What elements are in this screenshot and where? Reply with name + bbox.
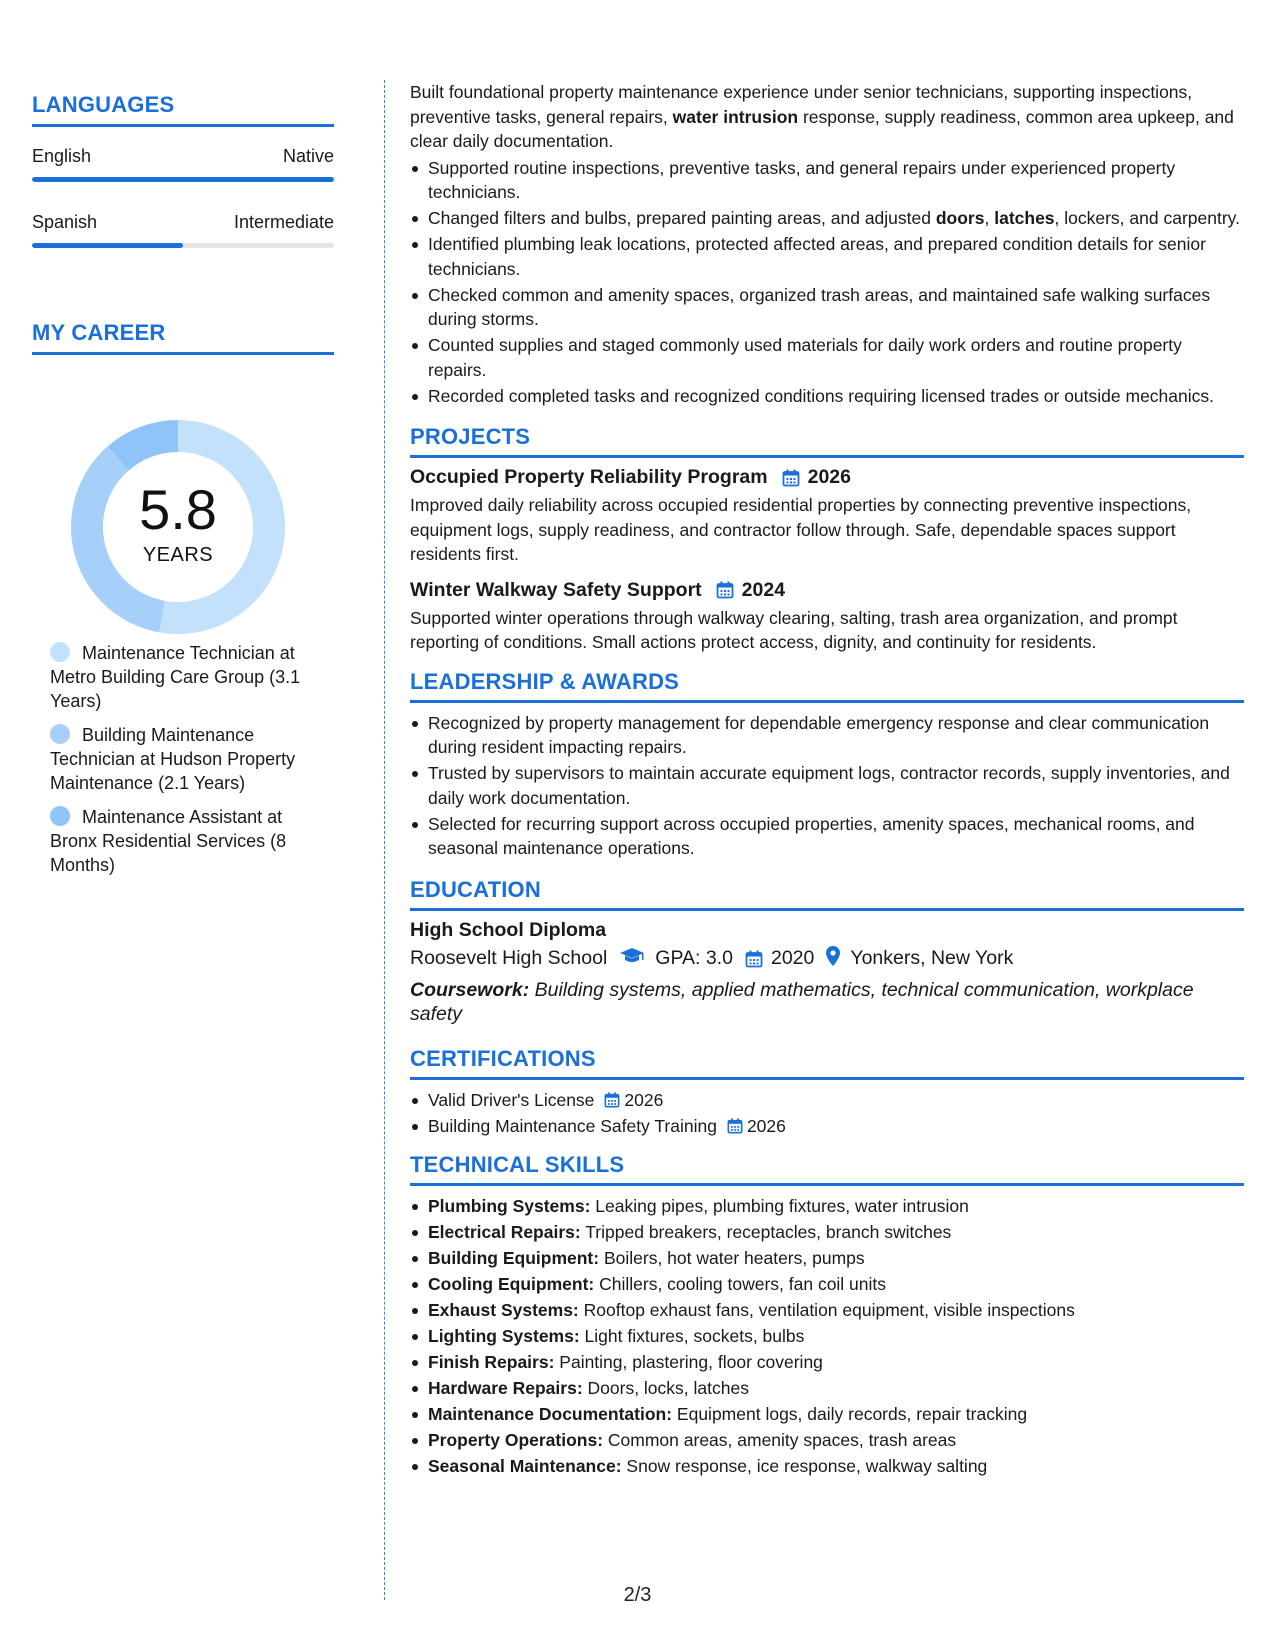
certifications-section xyxy=(410,1046,1244,1139)
career-rule xyxy=(32,352,334,355)
page-number: 2/3 xyxy=(623,1584,652,1606)
project-item xyxy=(410,579,1244,655)
skill-label: Building Equipment: xyxy=(428,1248,600,1268)
bullet-bold: latches xyxy=(994,208,1055,228)
skill-item xyxy=(410,1246,1244,1271)
experience-bullet xyxy=(410,206,1244,231)
language-english xyxy=(32,146,334,182)
leadership-bullet: Selected for recurring support across occupied properties, amenity spaces, mechanical rooms, and seasonal maintenance operations. xyxy=(410,812,1244,861)
certifications-rule xyxy=(410,1077,1244,1080)
certification-year: 2026 xyxy=(746,1115,786,1136)
project-year: 2026 xyxy=(807,466,851,488)
leadership-rule xyxy=(410,700,1244,703)
skill-label: Maintenance Documentation: xyxy=(428,1404,673,1424)
calendar-icon xyxy=(716,581,734,599)
education-gpa: GPA: 3.0 xyxy=(655,947,733,969)
experience-bullet: Checked common and amenity spaces, organized trash areas, and maintained safe walking surfaces during storms. xyxy=(410,283,1244,332)
summary-bold: water intrusion xyxy=(672,106,799,127)
education-coursework xyxy=(410,978,1244,1026)
certification-name: Valid Driver's License xyxy=(428,1089,595,1110)
skills-rule xyxy=(410,1183,1244,1186)
career-donut-chart xyxy=(66,415,290,639)
career-legend-item xyxy=(50,723,330,795)
certification-name: Building Maintenance Safety Training xyxy=(428,1115,717,1136)
skill-label: Hardware Repairs: xyxy=(428,1378,583,1398)
project-description: Supported winter operations through walkway clearing, salting, trash area organization, and prompt reporting of conditions. Small actions protect access, dignity, and continuity for residents. xyxy=(410,607,1178,652)
project-title: Occupied Property Reliability Program xyxy=(410,466,768,488)
skill-label: Finish Repairs: xyxy=(428,1352,555,1372)
career-legend-item xyxy=(50,805,330,877)
project-item xyxy=(410,466,1244,567)
education-section xyxy=(410,877,1244,1026)
projects-section xyxy=(410,424,1244,655)
skill-label: Exhaust Systems: xyxy=(428,1300,579,1320)
education-degree: High School Diploma xyxy=(410,918,607,941)
project-year: 2024 xyxy=(741,578,786,601)
experience-bullet: Counted supplies and staged commonly used materials for daily work orders and routine property repairs. xyxy=(410,333,1244,382)
calendar-icon xyxy=(727,1114,743,1130)
legend-label: Building Maintenance Technician at Hudson Property Maintenance (2.1 Years) xyxy=(50,725,296,793)
projects-heading: PROJECTS xyxy=(410,424,531,449)
experience-summary xyxy=(410,80,1244,154)
skill-label: Electrical Repairs: xyxy=(428,1222,581,1242)
skill-value: Rooftop exhaust fans, ventilation equipment, visible inspections xyxy=(578,1300,1075,1320)
skill-item xyxy=(410,1376,1244,1401)
bullet-text: , lockers, and carpentry. xyxy=(1054,208,1240,228)
skill-label: Seasonal Maintenance: xyxy=(428,1456,622,1476)
language-name: English xyxy=(32,146,92,166)
experience-bullet: Recorded completed tasks and recognized conditions requiring licensed trades or outside mechanics. xyxy=(410,384,1244,409)
certification-year: 2026 xyxy=(624,1089,664,1110)
column-divider xyxy=(384,80,385,1600)
skill-value: Leaking pipes, plumbing fixtures, water intrusion xyxy=(590,1196,969,1216)
skill-item xyxy=(410,1194,1244,1219)
skill-value: Equipment logs, daily records, repair tracking xyxy=(672,1404,1028,1424)
skills-list xyxy=(410,1194,1244,1479)
career-total-unit: YEARS xyxy=(142,543,214,566)
leadership-bullet: Trusted by supervisors to maintain accurate equipment logs, contractor records, supply inventories, and daily work documentation. xyxy=(410,761,1244,810)
skill-item xyxy=(410,1220,1244,1245)
leadership-heading: LEADERSHIP & AWARDS xyxy=(410,668,680,694)
education-details xyxy=(410,946,1244,972)
skill-value: Chillers, cooling towers, fan coil units xyxy=(594,1274,887,1294)
education-year: 2020 xyxy=(770,947,815,969)
skills-section xyxy=(410,1152,1244,1479)
certification-item xyxy=(410,1088,1244,1113)
language-proficiency-bar xyxy=(32,243,334,248)
leadership-bullet: Recognized by property management for dependable emergency response and clear communication during resident impacting repairs. xyxy=(410,711,1244,760)
language-spanish xyxy=(32,212,334,248)
skill-value: Light fixtures, sockets, bulbs xyxy=(579,1326,805,1346)
skill-label: Plumbing Systems: xyxy=(428,1196,591,1216)
language-proficiency-fill xyxy=(32,177,334,182)
education-location: Yonkers, New York xyxy=(850,947,1014,969)
legend-dot xyxy=(50,806,70,826)
skill-item xyxy=(410,1350,1244,1375)
graduation-cap-icon xyxy=(619,947,645,971)
language-level: Native xyxy=(282,146,334,166)
language-proficiency-fill xyxy=(32,243,183,248)
career-heading: MY CAREER xyxy=(32,320,166,345)
experience-bullet: Supported routine inspections, preventive tasks, and general repairs under experienced property technicians. xyxy=(410,156,1244,205)
education-rule xyxy=(410,908,1244,911)
skills-heading: TECHNICAL SKILLS xyxy=(410,1152,625,1177)
certifications-heading: CERTIFICATIONS xyxy=(410,1045,596,1071)
projects-rule xyxy=(410,455,1244,458)
skill-item xyxy=(410,1298,1244,1323)
skill-value: Common areas, amenity spaces, trash areas xyxy=(603,1430,957,1450)
certification-item xyxy=(410,1114,1244,1139)
skill-item xyxy=(410,1454,1244,1479)
main-content xyxy=(410,80,1244,1480)
summary-text: Built foundational property maintenance experience under senior technicians, supporting inspections, preventive tasks, general repairs, xyxy=(410,82,1193,127)
skill-item xyxy=(410,1272,1244,1297)
legend-label: Maintenance Assistant at Bronx Residential Services (8 Months) xyxy=(50,807,287,875)
skill-value: Tripped breakers, receptacles, branch switches xyxy=(580,1222,952,1242)
career-legend-item xyxy=(50,641,330,713)
calendar-icon xyxy=(745,950,763,968)
languages-heading: LANGUAGES xyxy=(32,92,175,117)
skill-label: Cooling Equipment: xyxy=(428,1274,595,1294)
skill-value: Painting, plastering, floor covering xyxy=(554,1352,823,1372)
skill-label: Lighting Systems: xyxy=(428,1326,580,1346)
career-total-value: 5.8 xyxy=(139,477,217,541)
certifications-list xyxy=(410,1088,1244,1139)
bullet-text: , xyxy=(984,208,995,228)
career-legend xyxy=(50,641,330,887)
skill-value: Boilers, hot water heaters, pumps xyxy=(599,1248,865,1268)
education-heading: EDUCATION xyxy=(410,876,541,902)
skill-label: Property Operations: xyxy=(428,1430,604,1450)
experience-bullet: Identified plumbing leak locations, protected affected areas, and prepared condition details for senior technicians. xyxy=(410,232,1244,281)
legend-label: Maintenance Technician at Metro Building Care Group (3.1 Years) xyxy=(50,643,301,711)
summary-text: response, supply readiness, common area upkeep, and clear daily documentation. xyxy=(410,106,1234,151)
coursework-text: Building systems, applied mathematics, technical communication, workplace safety xyxy=(410,978,1194,1025)
bullet-text: Changed filters and bulbs, prepared painting areas, and adjusted xyxy=(428,208,936,228)
education-school: Roosevelt High School xyxy=(410,947,608,969)
skill-item xyxy=(410,1402,1244,1427)
languages-rule xyxy=(32,124,334,127)
leadership-bullets xyxy=(410,711,1244,861)
project-title: Winter Walkway Safety Support xyxy=(410,578,702,601)
leadership-section xyxy=(410,669,1244,861)
legend-dot xyxy=(50,642,70,662)
map-pin-icon xyxy=(826,946,840,972)
skill-value: Snow response, ice response, walkway salting xyxy=(621,1456,988,1476)
calendar-icon xyxy=(782,469,800,487)
career-total xyxy=(66,415,290,639)
language-name: Spanish xyxy=(32,212,98,232)
skill-item xyxy=(410,1324,1244,1349)
coursework-label: Coursework: xyxy=(410,978,530,1001)
project-description: Improved daily reliability across occupied residential properties by connecting preventive inspections, equipment logs, supply readiness, and contractor follow through. Safe, dependable spaces support residents first. xyxy=(410,495,1192,564)
language-proficiency-bar xyxy=(32,177,334,182)
legend-dot xyxy=(50,724,70,744)
experience-bullets xyxy=(410,156,1244,409)
bullet-bold: doors xyxy=(935,208,985,228)
calendar-icon xyxy=(604,1088,620,1104)
language-level: Intermediate xyxy=(233,212,334,232)
skill-item xyxy=(410,1428,1244,1453)
skill-value: Doors, locks, latches xyxy=(582,1378,749,1398)
